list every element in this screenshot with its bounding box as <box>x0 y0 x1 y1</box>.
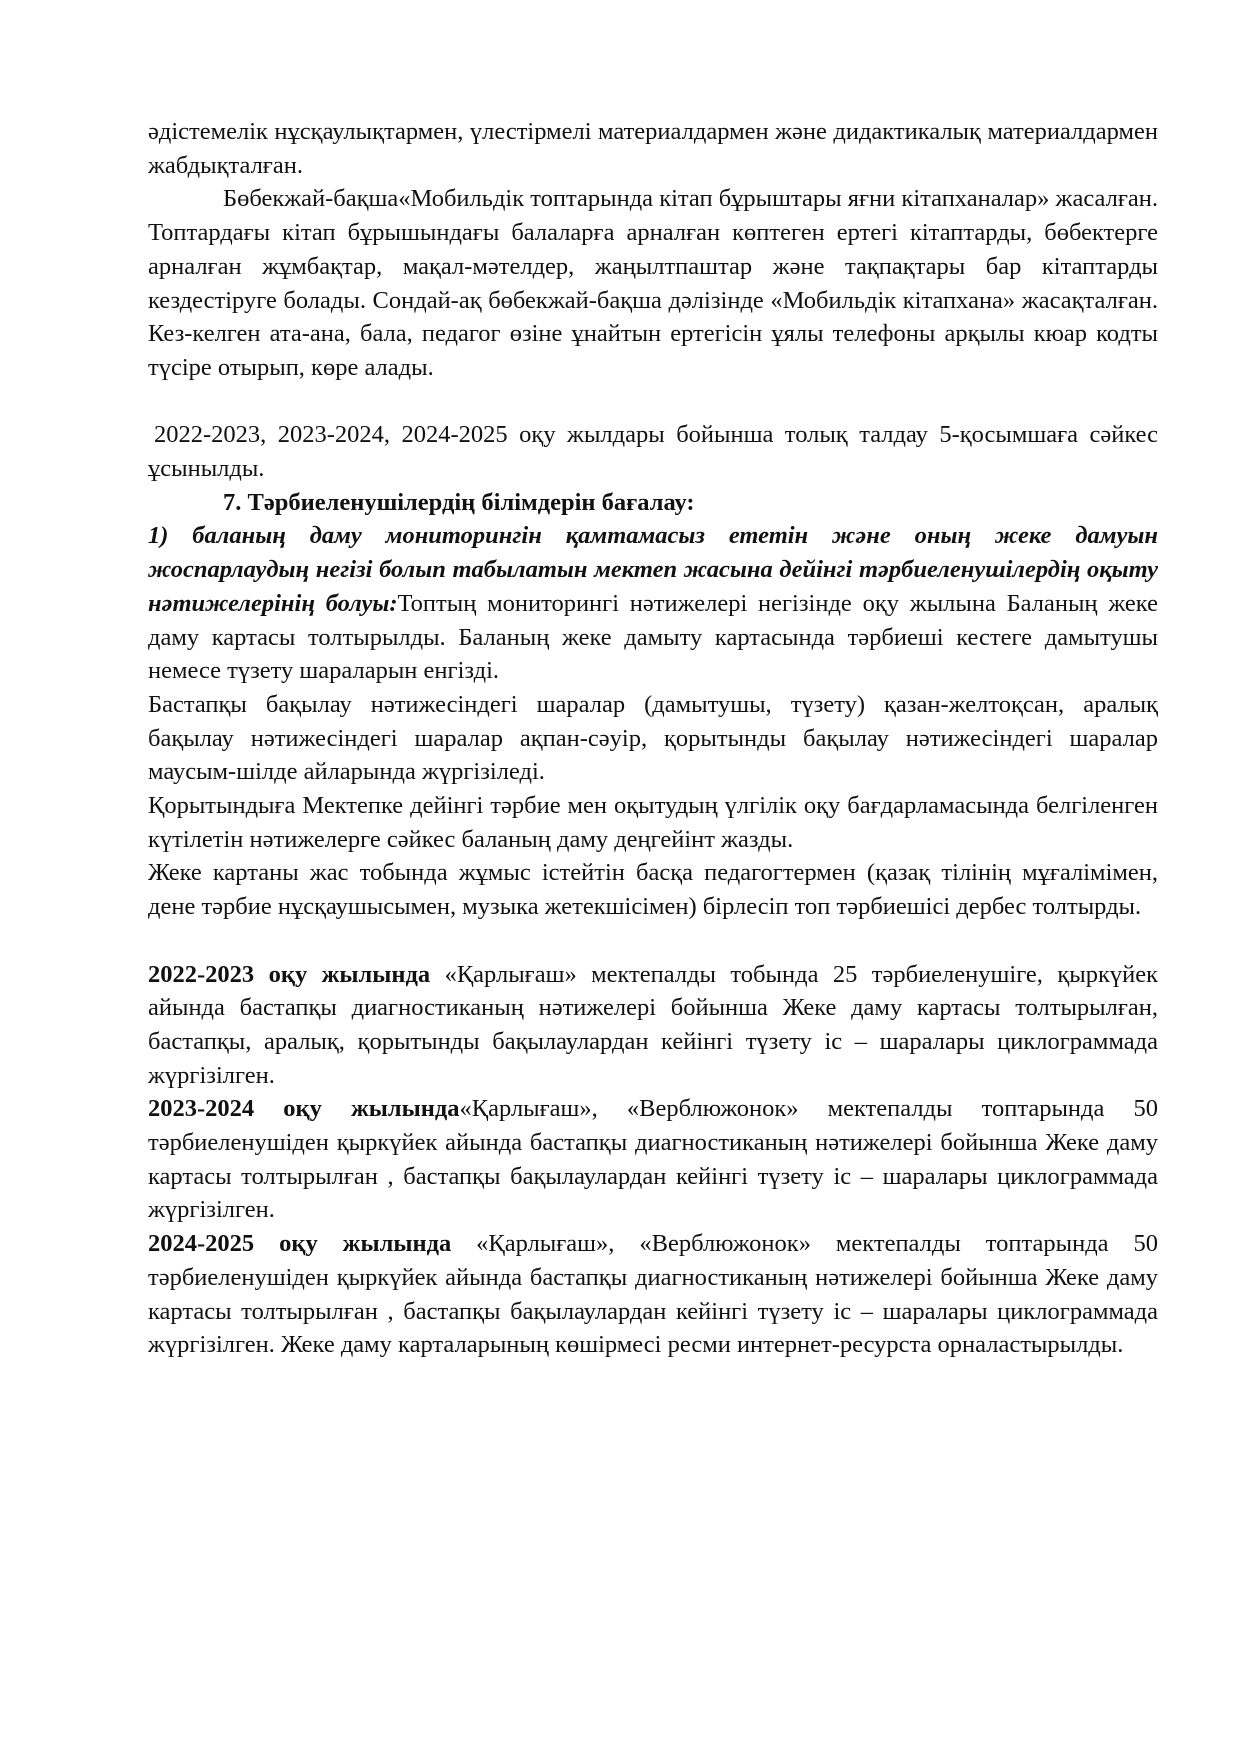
monitoring-text: Топтың мониторингі нәтижелері негізінде оқу жылына Баланың жеке даму картасы толтырылды. Баланың жеке дамыту картасында тәрбиеші кестеге дамытушы немесе түзету шараларын енгізді. <box>148 589 1158 685</box>
year-text: «Қарлығаш» мектепалды тобында 25 тәрбиеленушіге, қыркүйек айында бастапқы диагностиканың нәтижелері бойынша Жеке даму картасы толтырылған, бастапқы, аралық, қорытынды бақылаулардан кейінгі түзету іс – шаралары циклограммада жүргізілген. <box>148 960 1158 1089</box>
paragraph-materials: әдістемелік нұсқаулықтармен, үлестірмелі материалдармен және дидактикалық материалдармен жабдықталған. <box>148 118 1158 179</box>
paragraph-monitoring <box>148 519 1158 688</box>
year-text: «Қарлығаш», «Верблюжонок» мектепалды топтарында 50 тәрбиеленушіден қыркүйек айында бастапқы диагностиканың нәтижелері бойынша Жеке даму картасы толтырылған , бастапқы бақылаулардан кейінгі түзету іс – шаралары циклограммада жүргізілген. Жеке даму карталарының көшірмесі ресми интернет-ресурста орналастырылды. <box>148 1230 1158 1359</box>
spacer <box>148 924 1158 958</box>
spacer <box>148 385 1158 419</box>
paragraph-year-2022-2023 <box>148 958 1158 1093</box>
paragraph-analysis-reference: 2022-2023, 2023-2024, 2024-2025 оқу жылдары бойынша толық талдау 5-қосымшаға сәйкес ұсынылды. <box>148 421 1158 483</box>
paragraph-year-2024-2025 <box>148 1227 1158 1362</box>
paragraph-library: Бөбекжай-бақша«Мобильдік топтарында кітап бұрыштары яғни кітапханалар» жасалған. Топтардағы кітап бұрышындағы балаларға арналған көптеген ертегі кітаптарды, бөбектерге арналған жұмбақтар, мақал-мәтелдер, жаңылтпаштар және тақпақтары бар кітаптарды кездестіруге болады. Сондай-ақ бөбекжай-бақша дәлізінде «Мобильдік кітапхана» жасақталған. Кез-келген ата-ана, бала, педагог өзіне ұнайтын ертегісін ұялы телефоны арқылы кюар кодты түсіре отырып, көре алады. <box>148 185 1158 381</box>
paragraph-control-schedule: Бастапқы бақылау нәтижесіндегі шаралар (дамытушы, түзету) қазан-желтоқсан, аралық бақылау нәтижесіндегі шаралар ақпан-сәуір, қорытынды бақылау нәтижесіндегі шаралар маусым-шілде айларында жүргізіледі. <box>148 690 1158 786</box>
subsection-title: 1) баланың даму мониторингін қамтамасыз ететін және оның жеке дамуын жоспарлаудың негізі болып табылатын мектеп жасына дейінгі тәрбиеленушілердің оқыту нәтижелерінің болуы: <box>148 522 1158 617</box>
year-text: «Қарлығаш», «Верблюжонок» мектепалды топтарында 50 тәрбиеленушіден қыркүйек айында бастапқы диагностиканың нәтижелері бойынша Жеке даму картасы толтырылған , бастапқы бақылаулардан кейінгі түзету іс – шаралары циклограммада жүргізілген. <box>148 1095 1158 1224</box>
year-label: 2024-2025 оқу жылында <box>148 1230 452 1258</box>
paragraph-individual-card: Жеке картаны жас тобында жұмыс істейтін басқа педагогтермен (қазақ тілінің мұғалімімен, дене тәрбие нұсқаушысымен, музыка жетекшісімен) бірлесіп топ тәрбиешісі дербес толтырды. <box>148 859 1158 921</box>
year-label: 2022-2023 оқу жылында <box>148 960 431 988</box>
document-page <box>148 115 1158 1362</box>
section-heading: 7. Тәрбиеленушілердің білімдерін бағалау: <box>223 488 695 516</box>
paragraph-conclusion: Қорытындыға Мектепке дейінгі тәрбие мен оқытудың үлгілік оқу бағдарламасында белгіленген күтілетін нәтижелерге сәйкес баланың даму деңгейінт жазды. <box>148 792 1158 853</box>
year-label: 2023-2024 оқу жылында <box>148 1095 460 1123</box>
paragraph-year-2023-2024 <box>148 1092 1158 1227</box>
